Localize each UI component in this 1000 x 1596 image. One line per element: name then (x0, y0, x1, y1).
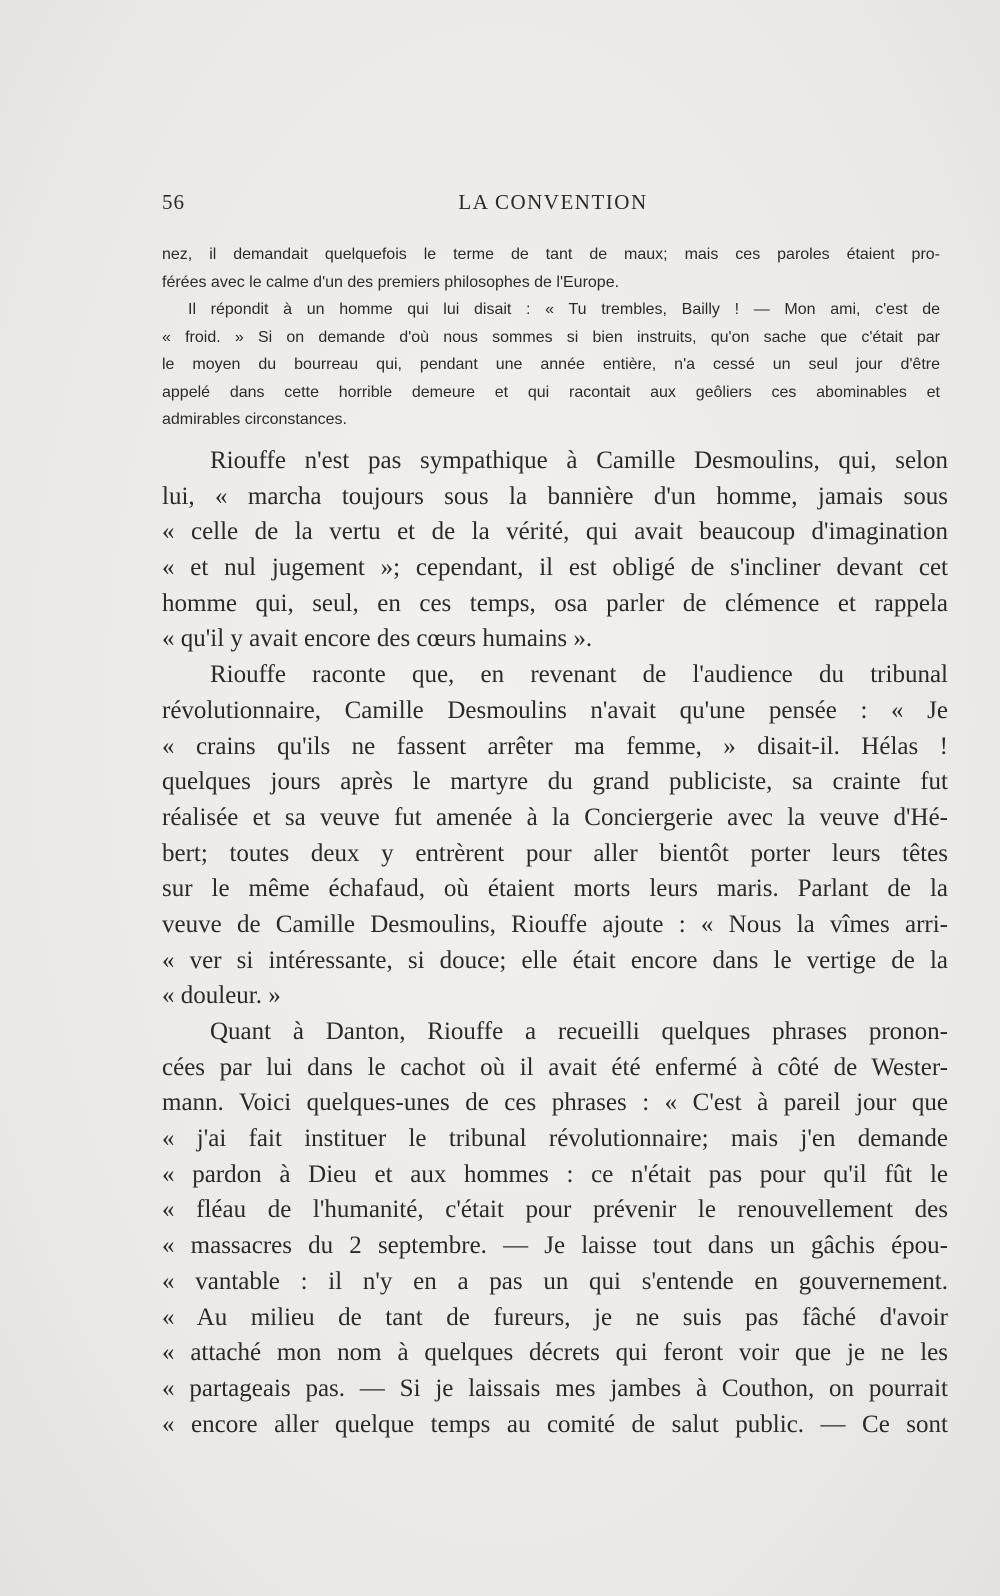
body-line: « massacres du 2 septembre. — Je laisse tout dans un gâchis épou- (162, 1232, 948, 1260)
body-line: Riouffe raconte que, en revenant de l'audience du tribunal (210, 661, 948, 689)
footnote-line: le moyen du bourreau qui, pendant une année entière, n'a cessé un seul jour d'être (162, 356, 940, 373)
footnote-text (162, 241, 940, 434)
body-line: « vantable : il n'y en a pas un qui s'entende en gouvernement. (162, 1267, 948, 1295)
body-line: réalisée et sa veuve fut amenée à la Conciergerie avec la veuve d'Hé- (162, 803, 948, 831)
footnote-line: férées avec le calme d'un des premiers philosophes de l'Europe. (162, 273, 620, 291)
footnote-line: « froid. » Si on demande d'où nous sommes si bien instruits, qu'on sache que c'était par (162, 328, 940, 346)
body-line: « attaché mon nom à quelques décrets qui feront voir que je ne les (162, 1339, 948, 1367)
footnote-line: admirables circonstances. (162, 411, 347, 428)
body-line: « douleur. » (162, 982, 281, 1010)
body-line: « celle de la vertu et de la vérité, qui avait beaucoup d'imagination (162, 518, 948, 546)
body-line: mann. Voici quelques-unes de ces phrases : « C'est à pareil jour que (162, 1089, 948, 1117)
footnote-line: appelé dans cette horrible demeure et qui racontait aux geôliers ces abominables et (162, 383, 940, 401)
body-line: « crains qu'ils ne fassent arrêter ma femme, » disait-il. Hélas ! (162, 732, 948, 760)
body-line: homme qui, seul, en ces temps, osa parler de clémence et rappela (162, 589, 948, 617)
body-line: bert; toutes deux y entrèrent pour aller bientôt porter leurs têtes (162, 839, 948, 867)
body-line: « et nul jugement »; cependant, il est obligé de s'incliner devant cet (162, 554, 948, 582)
footnote-line: nez, il demandait quelquefois le terme de tant de maux; mais ces paroles étaient pro- (162, 246, 940, 263)
body-line: « j'ai fait instituer le tribunal révolutionnaire; mais j'en demande (162, 1125, 948, 1153)
body-line: « ver si intéressante, si douce; elle était encore dans le vertige de la (162, 946, 948, 974)
body-line: Quant à Danton, Riouffe a recueilli quelques phrases pronon- (210, 1018, 948, 1045)
body-line: « fléau de l'humanité, c'était pour prévenir le renouvellement des (162, 1196, 948, 1224)
body-line: quelques jours après le martyre du grand publiciste, sa crainte fut (162, 768, 948, 796)
body-line: « Au milieu de tant de fureurs, je ne suis pas fâché d'avoir (162, 1303, 948, 1331)
body-line: « encore aller quelque temps au comité de salut public. — Ce sont (162, 1410, 948, 1438)
body-line: lui, « marcha toujours sous la bannière d'un homme, jamais sous (162, 482, 948, 510)
body-line: veuve de Camille Desmoulins, Riouffe ajoute : « Nous la vîmes arri- (162, 910, 948, 938)
page-number: 56 (162, 190, 185, 214)
body-line: sur le même échafaud, où étaient morts leurs maris. Parlant de la (162, 875, 948, 903)
body-line: révolutionnaire, Camille Desmoulins n'avait qu'une pensée : « Je (162, 696, 948, 724)
footnote-line: Il répondit à un homme qui lui disait : « Tu trembles, Bailly ! — Mon ami, c'est de (188, 301, 940, 318)
body-line: cées par lui dans le cachot où il avait été enfermé à côté de Wester- (162, 1053, 948, 1081)
page-header (162, 190, 944, 220)
main-text (162, 443, 948, 1442)
running-title: LA CONVENTION (458, 190, 648, 214)
body-line: « pardon à Dieu et aux hommes : ce n'était pas pour qu'il fût le (162, 1160, 948, 1188)
body-line: « qu'il y avait encore des cœurs humains ». (162, 625, 593, 653)
body-line: Riouffe n'est pas sympathique à Camille Desmoulins, qui, selon (210, 447, 948, 474)
body-line: « partageais pas. — Si je laissais mes jambes à Couthon, on pourrait (162, 1374, 948, 1402)
